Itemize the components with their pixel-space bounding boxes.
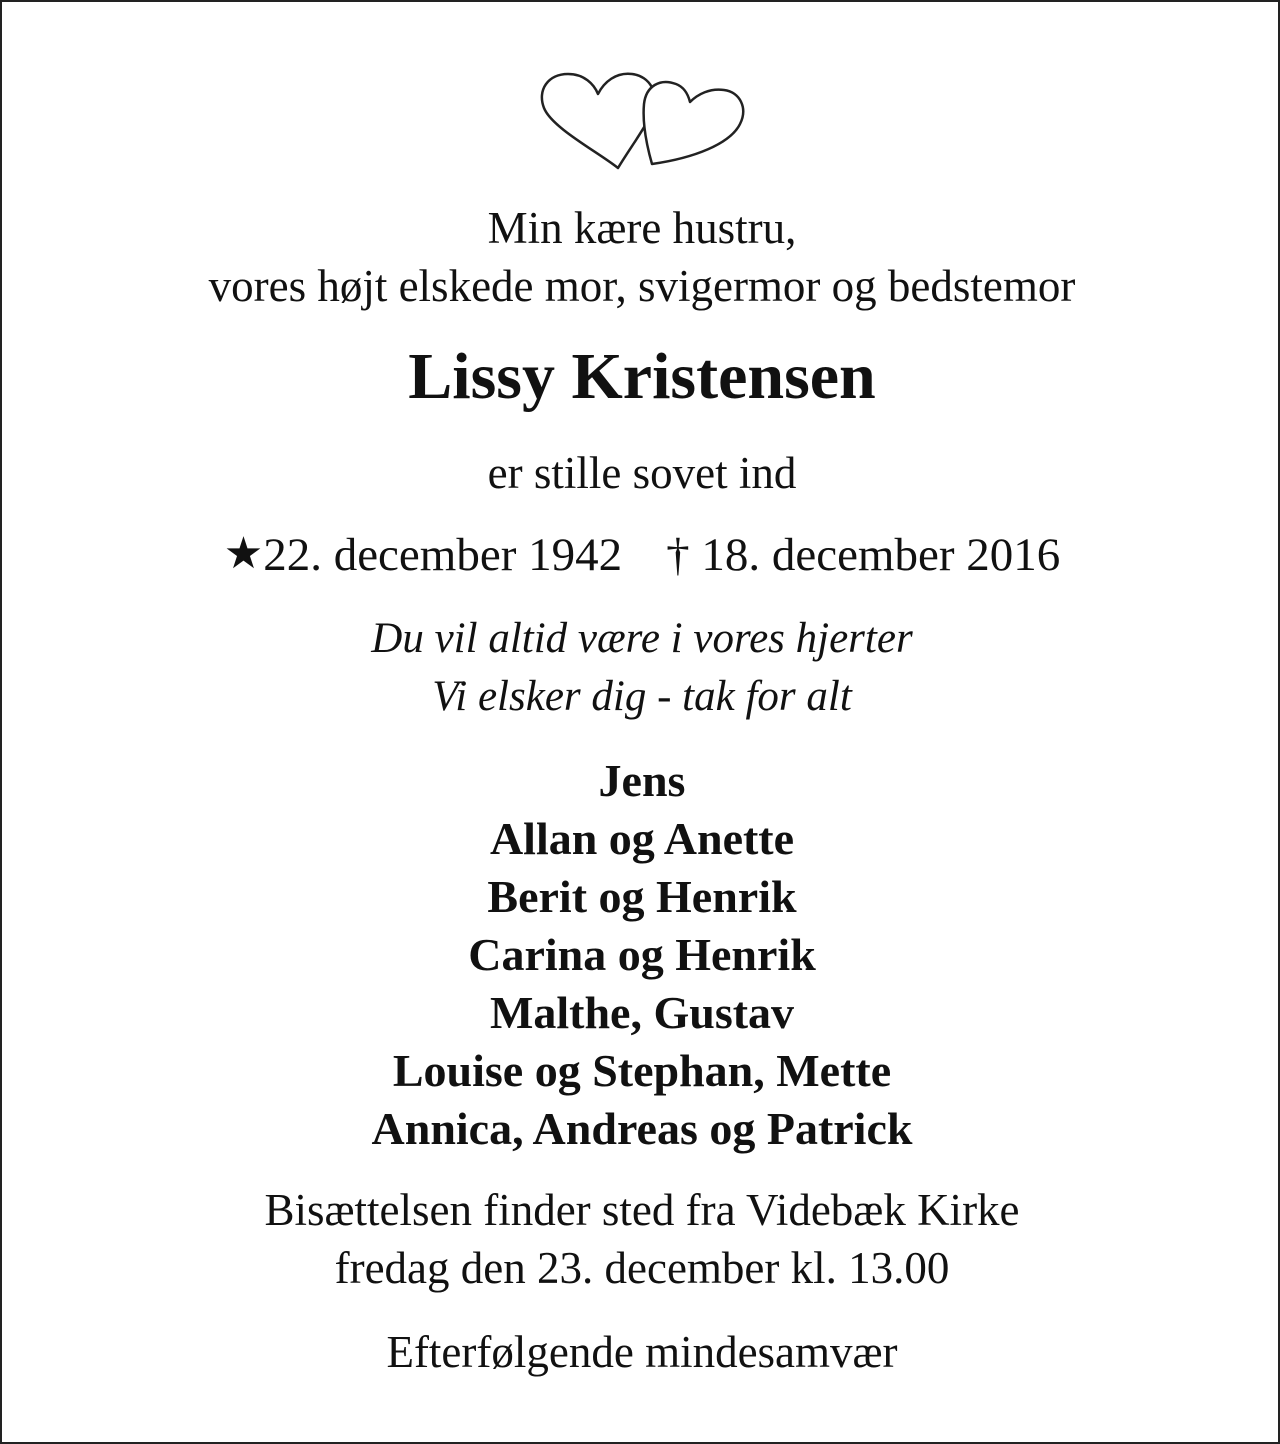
funeral-line-1: Bisættelsen finder sted fra Videbæk Kirke: [264, 1185, 1020, 1235]
verse-line-1: Du vil altid være i vores hjerter: [371, 615, 913, 662]
family-member: Jens: [598, 755, 686, 806]
death-date: † 18. december 2016: [666, 529, 1061, 581]
family-member: Annica, Andreas og Patrick: [371, 1103, 913, 1154]
funeral-line-2: fredag den 23. december kl. 13.00: [334, 1243, 950, 1293]
two-hearts-icon: [538, 64, 748, 172]
birth-date: 22. december 1942: [263, 529, 623, 581]
family-member: Carina og Henrik: [468, 929, 816, 980]
verse-line-2: Vi elsker dig - tak for alt: [432, 673, 852, 720]
intro-line-1: Min kære hustru,: [487, 203, 797, 253]
family-member: Allan og Anette: [489, 813, 795, 864]
star-icon: ★: [223, 529, 264, 578]
family-member: Berit og Henrik: [487, 871, 797, 922]
dates-line: [2, 529, 1280, 581]
family-member: Malthe, Gustav: [489, 987, 795, 1038]
deceased-name: Lissy Kristensen: [408, 340, 876, 413]
passed-text: er stille sovet ind: [487, 448, 797, 498]
gathering-text: Efterfølgende mindesamvær: [386, 1327, 898, 1377]
family-member: Louise og Stephan, Mette: [392, 1045, 892, 1096]
intro-line-2: vores højt elskede mor, svigermor og bedstemor: [208, 261, 1076, 311]
